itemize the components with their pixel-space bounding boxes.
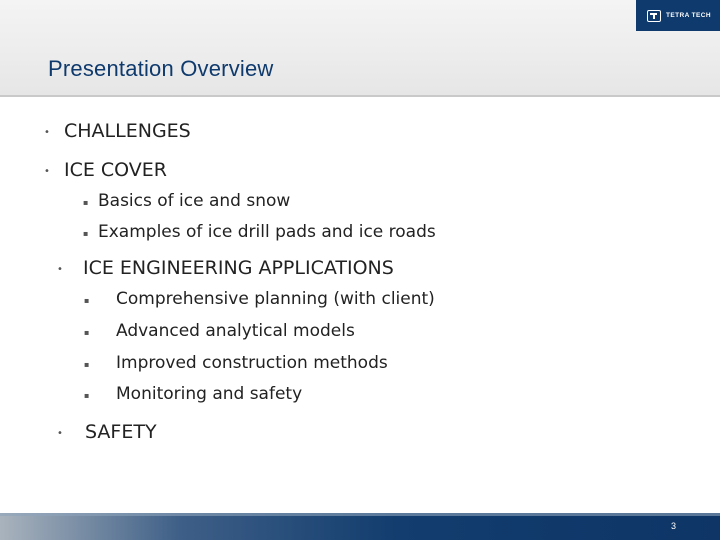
list-item: SAFETY [85,421,157,443]
sub-bullet-icon: ▪ [84,296,90,305]
sub-bullet-icon: ▪ [84,328,90,337]
bullet-icon: • [44,127,50,138]
list-subitem: Examples of ice drill pads and ice roads [98,222,436,242]
list-item: ICE COVER [64,159,168,181]
list-subitem: Comprehensive planning (with client) [116,289,435,309]
footer-accent [0,513,720,516]
company-logo [636,0,720,31]
page-number: 3 [671,521,677,531]
header-divider [0,95,720,97]
list-subitem: Monitoring and safety [116,384,303,404]
bullet-icon: • [57,428,63,439]
bullet-icon: • [57,264,63,275]
sub-bullet-icon: ▪ [83,198,89,207]
list-item: ICE ENGINEERING APPLICATIONS [83,257,394,279]
list-subitem: Basics of ice and snow [98,191,291,211]
logo-text: TETRA TECH [666,12,711,19]
list-subitem: Improved construction methods [116,353,388,373]
sub-bullet-icon: ▪ [83,229,89,238]
sub-bullet-icon: ▪ [84,391,90,400]
page-title: Presentation Overview [48,56,274,81]
sub-bullet-icon: ▪ [84,360,90,369]
list-item: CHALLENGES [64,120,191,142]
list-subitem: Advanced analytical models [116,321,355,341]
footer-bar [0,513,720,540]
tetra-tech-logo-icon [647,10,661,22]
bullet-icon: • [44,166,50,177]
